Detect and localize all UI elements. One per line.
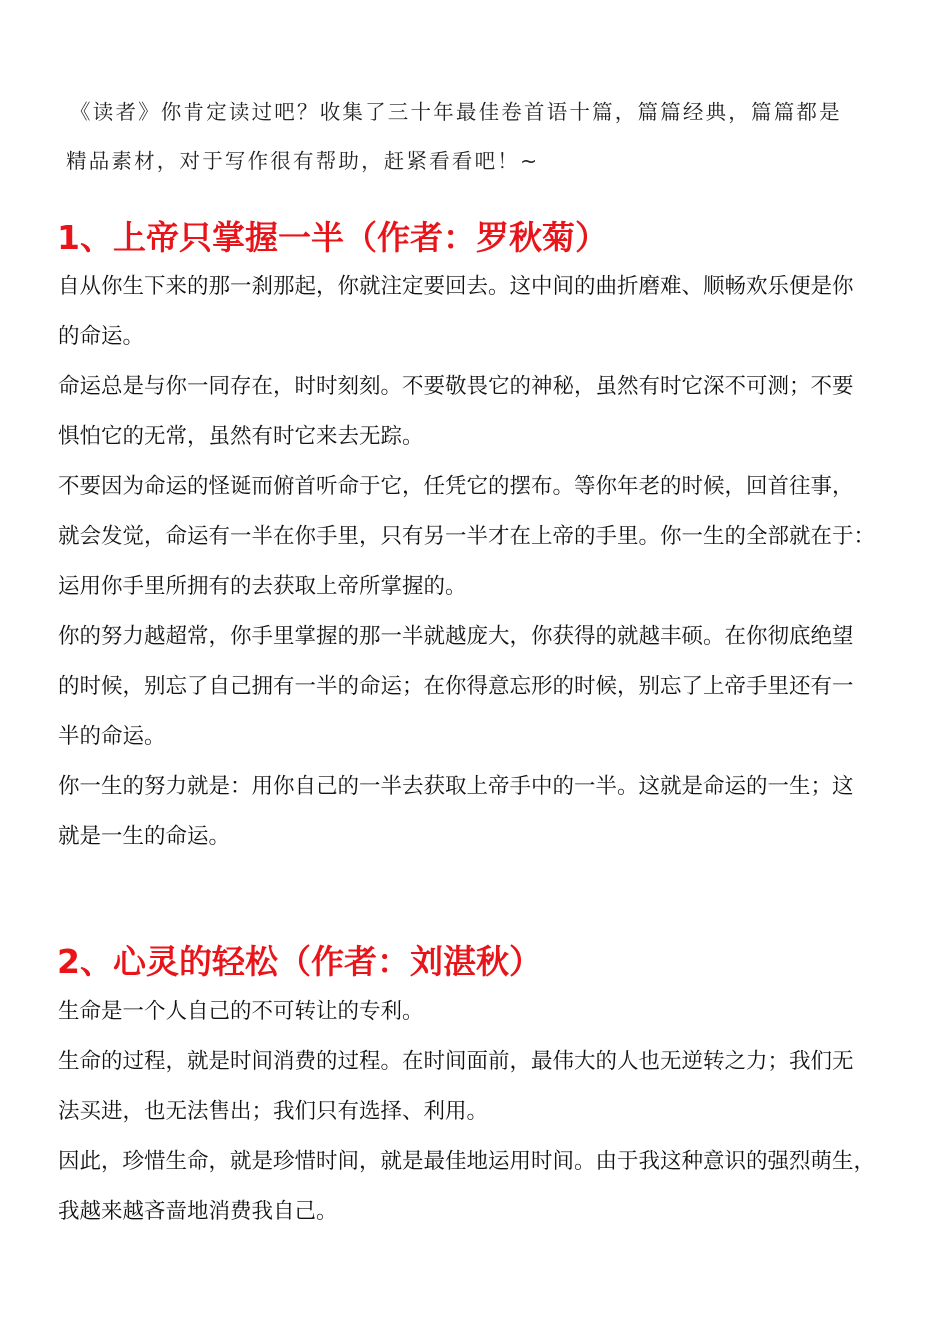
body-line: 运用你手里所拥有的去获取上帝所掌握的。	[58, 574, 467, 599]
body-line: 生命的过程，就是时间消费的过程。在时间面前，最伟大的人也无逆转之力；我们无	[58, 1049, 854, 1074]
body-line: 就是一生的命运。	[58, 824, 231, 849]
section-heading: 1、上帝只掌握一半（作者：罗秋菊）	[57, 218, 608, 257]
body-line: 的时候，别忘了自己拥有一半的命运；在你得意忘形的时候，别忘了上帝手里还有一	[58, 674, 854, 699]
body-line: 法买进，也无法售出；我们只有选择、利用。	[58, 1099, 489, 1124]
body-line: 就会发觉，命运有一半在你手里，只有另一半才在上帝的手里。你一生的全部就在于：	[58, 524, 876, 549]
body-line: 不要因为命运的怪诞而俯首听命于它，任凭它的摆布。等你年老的时候，回首往事，	[58, 474, 854, 499]
body-line: 惧怕它的无常，虽然有时它来去无踪。	[58, 424, 424, 449]
body-line: 生命是一个人自己的不可转让的专利。	[58, 999, 424, 1024]
body-line: 你的努力越超常，你手里掌握的那一半就越庞大，你获得的就越丰硕。在你彻底绝望	[58, 624, 854, 649]
body-line: 我越来越吝啬地消费我自己。	[58, 1199, 338, 1224]
intro-line: 《读者》你肯定读过吧？收集了三十年最佳卷首语十篇，篇篇经典，篇篇都是	[70, 100, 842, 124]
body-line: 你一生的努力就是：用你自己的一半去获取上帝手中的一半。这就是命运的一生；这	[58, 774, 854, 799]
intro-line: 精品素材，对于写作很有帮助，赶紧看看吧！~	[66, 149, 540, 173]
section-heading: 2、心灵的轻松（作者：刘湛秋）	[57, 942, 542, 981]
body-line: 命运总是与你一同存在，时时刻刻。不要敬畏它的神秘，虽然有时它深不可测；不要	[58, 374, 854, 399]
body-line: 自从你生下来的那一刹那起，你就注定要回去。这中间的曲折磨难、顺畅欢乐便是你	[58, 274, 854, 299]
body-line: 因此，珍惜生命，就是珍惜时间，就是最佳地运用时间。由于我这种意识的强烈萌生，	[58, 1149, 876, 1174]
body-line: 的命运。	[58, 324, 145, 349]
body-line: 半的命运。	[58, 724, 166, 749]
